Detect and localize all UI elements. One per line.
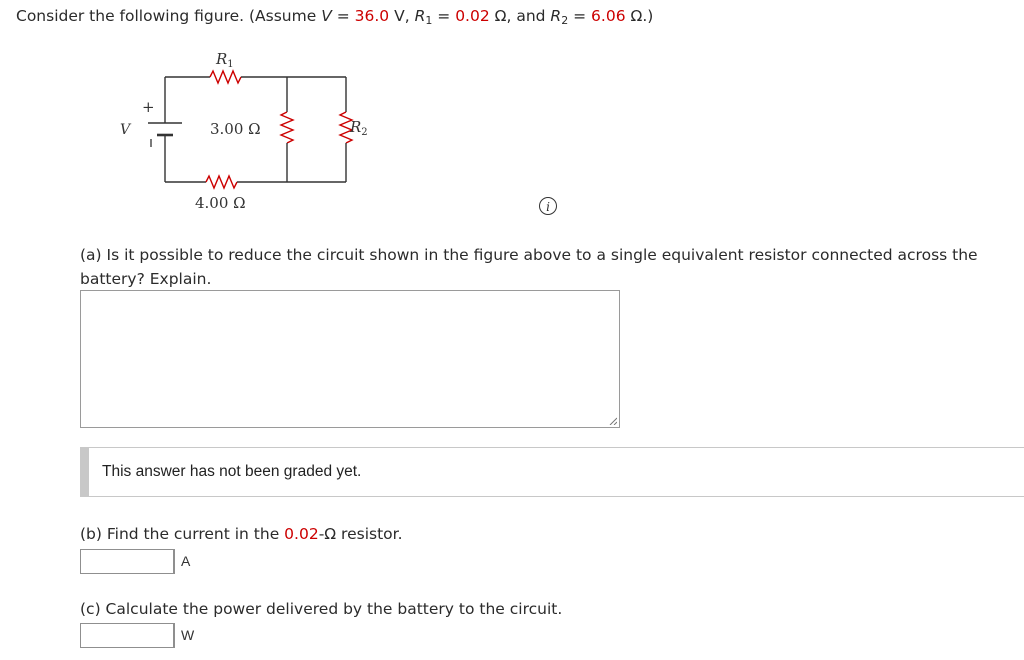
grade-status-panel — [80, 447, 1024, 497]
info-icon[interactable]: i — [539, 197, 557, 215]
answer-c-unit: W — [174, 623, 194, 648]
answer-b-input[interactable] — [80, 549, 174, 574]
question-c: (c) Calculate the power delivered by the battery to the circuit. — [80, 600, 563, 618]
resize-grip-icon[interactable] — [609, 417, 617, 425]
r2-subscript: 2 — [561, 14, 569, 27]
label-r1: $R_1$ — [216, 50, 234, 70]
grade-status-message: This answer has not been graded yet. — [102, 463, 362, 480]
question-b — [80, 525, 403, 543]
question-a: (a) Is it possible to reduce the circuit shown in the figure above to a single equivalent resistor connected across the battery? Explain. — [80, 246, 978, 288]
equals: = — [331, 7, 355, 25]
grade-status-stripe — [80, 448, 89, 496]
answer-c-input[interactable] — [80, 623, 174, 648]
r1-unit: Ω, and — [489, 7, 551, 25]
r2-unit: Ω.) — [625, 7, 654, 25]
resistor-3ohm — [281, 112, 293, 143]
r2-value: 6.06 — [591, 7, 626, 25]
label-v: V — [120, 122, 131, 138]
v-unit: V, — [389, 7, 415, 25]
question-b-highlight: 0.02 — [284, 525, 319, 543]
label-r2: $R_2$ — [350, 118, 368, 138]
v-symbol: V — [321, 7, 332, 25]
v-value: 36.0 — [354, 7, 390, 25]
resistor-4ohm — [206, 176, 237, 188]
label-3ohm: 3.00 Ω — [210, 120, 261, 138]
equals: = — [568, 7, 592, 25]
intro-prefix: Consider the following figure. (Assume — [16, 7, 322, 25]
question-b-prefix: (b) Find the current in the — [80, 525, 285, 543]
label-plus: + — [142, 98, 155, 116]
question-b-suffix: -Ω resistor. — [318, 525, 403, 543]
problem-statement — [16, 7, 653, 27]
label-4ohm: 4.00 Ω — [195, 194, 246, 212]
resistor-r1 — [210, 71, 241, 83]
answer-a-textarea[interactable] — [80, 290, 620, 428]
answer-b-unit: A — [174, 549, 190, 574]
r1-symbol: R — [414, 7, 426, 25]
r1-value: 0.02 — [455, 7, 490, 25]
r2-symbol: R — [550, 7, 562, 25]
r1-subscript: 1 — [425, 14, 433, 27]
equals: = — [432, 7, 456, 25]
circuit-diagram — [110, 40, 370, 220]
